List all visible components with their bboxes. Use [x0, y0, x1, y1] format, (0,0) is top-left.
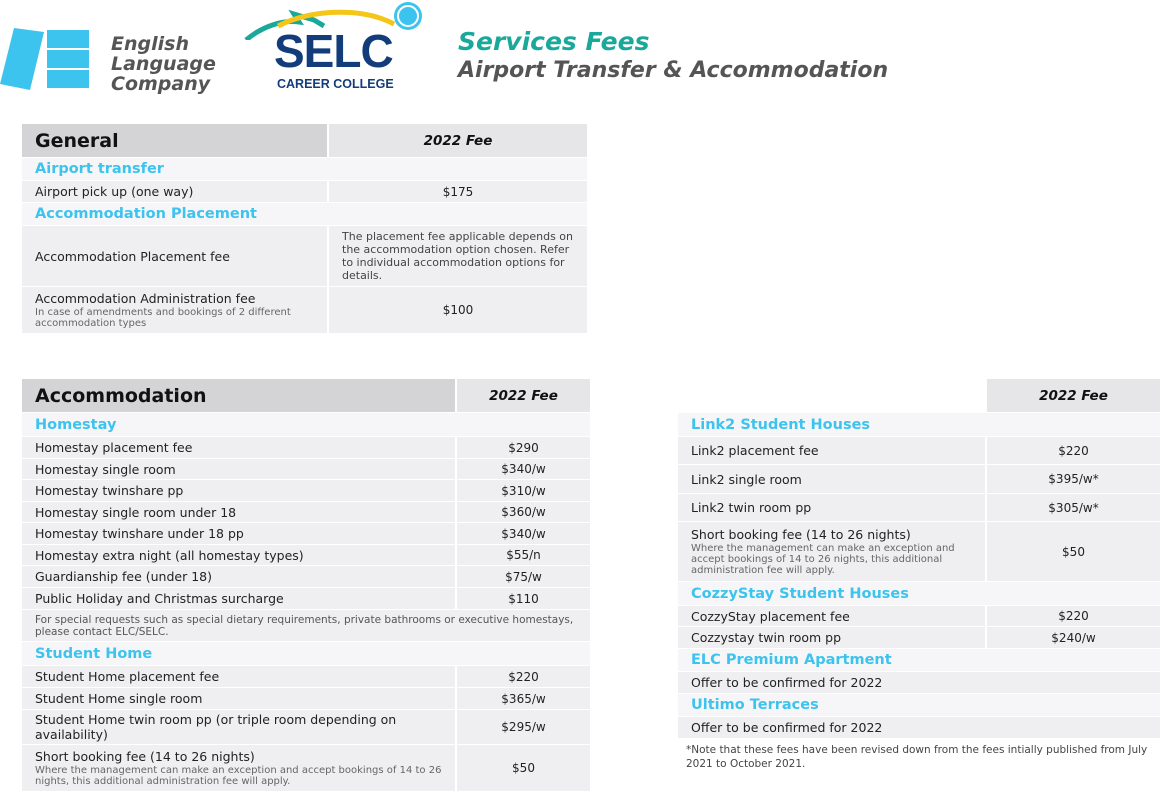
fee-item-label: Homestay twinshare pp — [35, 483, 184, 498]
fee-item — [22, 287, 327, 333]
fee-item — [678, 437, 985, 464]
note-text: Offer to be confirmed for 2022 — [678, 717, 1160, 738]
note-text: For special requests such as special dietary requirements, private bathrooms or executive homestays, please contact ELC/SELC. — [22, 610, 590, 641]
fee-item-label: Homestay single room under 18 — [35, 504, 237, 520]
fee-item-label: Accommodation Administration fee — [35, 291, 256, 306]
fee-item — [678, 627, 985, 648]
fee-item-label: Student Home placement fee — [35, 669, 220, 684]
table-row — [678, 522, 1160, 581]
fee-item — [22, 688, 455, 709]
section-header-row — [678, 694, 1160, 716]
fee-item-label: Short booking fee (14 to 26 nights) — [35, 749, 255, 764]
table-row — [22, 181, 587, 202]
fee-item — [678, 494, 985, 521]
fee-item — [22, 523, 455, 544]
table-row — [22, 437, 590, 458]
section-title: ELC Premium Apartment — [678, 649, 1160, 671]
table-row — [22, 287, 587, 333]
table-row — [22, 545, 590, 565]
fee-value: $55/n — [457, 545, 590, 565]
fee-value: $220 — [987, 606, 1160, 626]
section-header-row — [678, 582, 1160, 605]
fee-item — [22, 502, 455, 522]
table-heading: General — [22, 124, 327, 157]
fee-value: $100 — [329, 287, 587, 333]
fee-item-label: CozzyStay placement fee — [691, 608, 850, 624]
fee-item — [22, 181, 327, 202]
fee-value: $305/w* — [987, 494, 1160, 521]
section-header-row — [22, 413, 590, 436]
table-row — [22, 610, 590, 641]
page-subtitle: Airport Transfer & Accommodation — [458, 58, 889, 83]
fee-value: $365/w — [457, 688, 590, 709]
fee-item — [22, 545, 455, 565]
fee-value: $50 — [457, 745, 590, 791]
table-row — [678, 465, 1160, 493]
section-title: CozzyStay Student Houses — [678, 582, 1160, 605]
fee-value: $175 — [329, 181, 587, 202]
section-header-row — [22, 642, 590, 665]
fee-item-label: Airport pick up (one way) — [35, 184, 194, 199]
fee-item — [678, 522, 985, 581]
section-title: Homestay — [22, 413, 590, 436]
fee-item — [22, 666, 455, 687]
fee-value: $340/w — [457, 459, 590, 479]
fee-item — [22, 588, 455, 609]
fee-item-label: Guardianship fee (under 18) — [35, 569, 212, 584]
table-row — [22, 710, 590, 744]
fee-item — [22, 226, 327, 286]
fee-item-label: Accommodation Placement fee — [35, 248, 230, 264]
accommodation-fees-table-continued — [678, 379, 1160, 739]
table-row — [678, 606, 1160, 626]
fee-item — [22, 566, 455, 587]
fee-item-label: Homestay placement fee — [35, 440, 193, 455]
section-title: Ultimo Terraces — [678, 694, 1160, 716]
elc-logo-icon — [0, 26, 95, 92]
fee-value: $360/w — [457, 502, 590, 522]
table-row — [22, 226, 587, 286]
fee-value: $340/w — [457, 523, 590, 544]
fee-item — [678, 606, 985, 626]
table-row — [678, 717, 1160, 738]
table-row — [22, 688, 590, 709]
fee-value: $240/w — [987, 627, 1160, 648]
fee-item — [22, 437, 455, 458]
selc-logo-subtitle: CAREER COLLEGE — [277, 77, 394, 91]
fee-column-heading: 2022 Fee — [329, 124, 587, 157]
general-fees-table — [22, 124, 587, 335]
fee-value: $50 — [987, 522, 1160, 581]
fee-item — [22, 710, 455, 744]
fee-item — [678, 465, 985, 493]
fee-value: $295/w — [457, 710, 590, 744]
elc-logo-text: English Language Company — [111, 33, 216, 95]
table-header — [678, 379, 1160, 412]
fee-item — [22, 745, 455, 791]
table-row — [22, 666, 590, 687]
selc-logo: SELC — [274, 25, 393, 77]
fee-item-note: Where the management can make an exception and accept bookings of 14 to 26 nights, this additional administration fee will apply. — [35, 765, 442, 787]
fee-item-label: Student Home twin room pp (or triple room depending on availability) — [35, 712, 397, 742]
fee-value: The placement fee applicable depends on the accommodation option chosen. Refer to individual accommodation options for details. — [329, 226, 587, 286]
accommodation-fees-table — [22, 379, 590, 791]
fee-item — [22, 459, 455, 479]
fee-item-label: Short booking fee (14 to 26 nights) — [691, 527, 911, 542]
section-title: Student Home — [22, 642, 590, 665]
table-row — [22, 459, 590, 479]
table-row — [678, 437, 1160, 464]
fee-item-label: Homestay extra night (all homestay types) — [35, 547, 304, 563]
fee-value: $220 — [457, 666, 590, 687]
fee-item-note: In case of amendments and bookings of 2 different accommodation types — [35, 307, 291, 329]
page-title: Services Fees — [458, 27, 650, 56]
fee-item-label: Link2 placement fee — [691, 443, 819, 458]
fee-column-heading: 2022 Fee — [987, 379, 1160, 412]
fee-value: $310/w — [457, 480, 590, 501]
table-row — [22, 480, 590, 501]
table-heading: Accommodation — [22, 379, 455, 412]
table-row — [678, 494, 1160, 521]
table-row — [22, 745, 590, 791]
section-header-row — [22, 158, 587, 180]
fee-value: $75/w — [457, 566, 590, 587]
table-row — [22, 588, 590, 609]
fee-value: $395/w* — [987, 465, 1160, 493]
footnote: *Note that these fees have been revised down from the fees intially published from July 2021 to October 2021. — [686, 744, 1148, 770]
fee-item-note: Where the management can make an exception and accept bookings of 14 to 26 nights, this additional administration fee will apply. — [691, 543, 955, 576]
table-row — [678, 672, 1160, 693]
fee-item-label: Cozzystay twin room pp — [691, 630, 842, 645]
fee-value: $290 — [457, 437, 590, 458]
table-row — [22, 502, 590, 522]
fee-item-label: Public Holiday and Christmas surcharge — [35, 591, 284, 606]
table-header — [22, 379, 590, 412]
blank-heading — [678, 379, 985, 412]
table-row — [678, 627, 1160, 648]
section-title: Airport transfer — [22, 158, 587, 180]
fee-value: $220 — [987, 437, 1160, 464]
note-text: Offer to be confirmed for 2022 — [678, 672, 1160, 693]
table-row — [22, 566, 590, 587]
fee-column-heading: 2022 Fee — [457, 379, 590, 412]
table-header — [22, 124, 587, 157]
fee-item-label: Link2 single room — [691, 471, 802, 487]
fee-item-label: Homestay single room — [35, 461, 176, 477]
section-title: Link2 Student Houses — [678, 413, 1160, 436]
fee-item — [22, 480, 455, 501]
section-title: Accommodation Placement — [22, 203, 587, 225]
table-row — [22, 523, 590, 544]
fee-item-label: Student Home single room — [35, 691, 203, 706]
section-header-row — [678, 649, 1160, 671]
section-header-row — [22, 203, 587, 225]
section-header-row — [678, 413, 1160, 436]
fee-item-label: Link2 twin room pp — [691, 500, 812, 515]
fee-item-label: Homestay twinshare under 18 pp — [35, 526, 244, 541]
fee-value: $110 — [457, 588, 590, 609]
